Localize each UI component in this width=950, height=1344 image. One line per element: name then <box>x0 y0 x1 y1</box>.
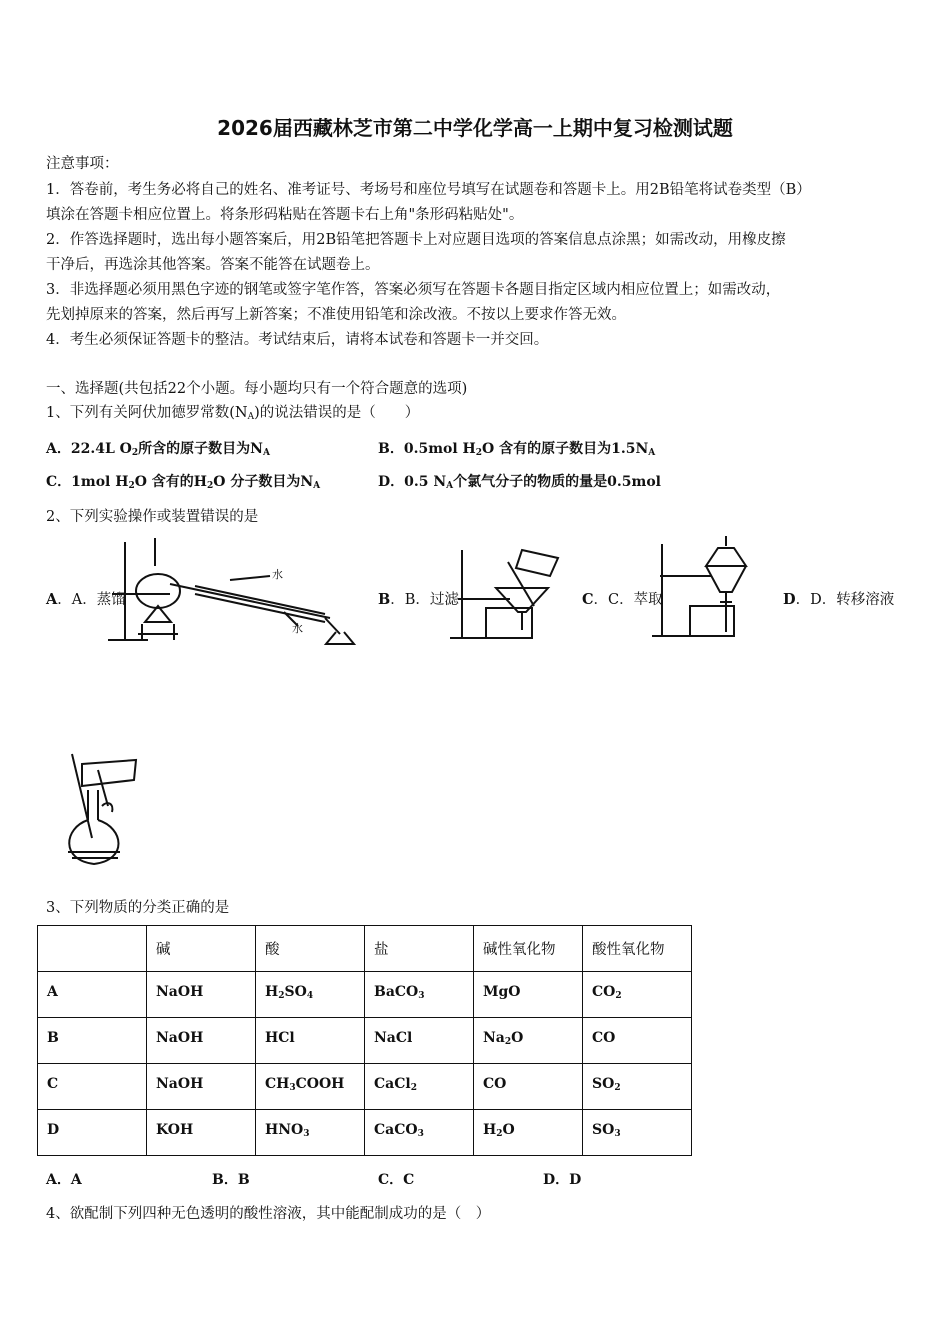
table-cell: $SO_2$ <box>583 1064 692 1110</box>
question-2-stem: 2、下列实验操作或装置错误的是 <box>46 509 259 525</box>
notice-line: 先划掉原来的答案，然后再写上新答案；不准使用铅笔和涂改液。不按以上要求作答无效。 <box>46 307 626 323</box>
table-cell: MgO <box>474 972 583 1018</box>
table-header-cell: 盐 <box>365 926 474 972</box>
q2-option-b[interactable]: B．B．过滤 <box>378 591 459 608</box>
table-cell: HCl <box>256 1018 365 1064</box>
notice-line: 干净后，再选涂其他答案。答案不能答在试题卷上。 <box>46 257 380 273</box>
notice-line: 填涂在答题卡相应位置上。将条形码粘贴在答题卡右上角"条形码粘贴处"。 <box>46 207 524 223</box>
table-header-cell: 酸性氧化物 <box>583 926 692 972</box>
table-cell: CaCO$_3$ <box>365 1110 474 1156</box>
classification-table <box>37 925 692 1156</box>
notice-line: 1．答卷前，考生务必将自己的姓名、准考证号、考场号和座位号填写在试题卷和答题卡上。用2B铅笔将试卷类型（B） <box>46 182 811 198</box>
q1-option-d[interactable]: D．0.5 $N_A$个氯气分子的物质的量是0.5mol <box>378 474 661 491</box>
q1-option-a[interactable]: A．22.4L $O_2$所含的原子数目为$N_A$ <box>46 441 270 458</box>
table-cell: CO <box>583 1018 692 1064</box>
notice-line: 3．非选择题必须用黑色字迹的钢笔或签字笔作答，答案必须写在答题卡各题目指定区域内相应位置上；如需改动， <box>46 282 781 298</box>
q2-option-d[interactable]: D．D．转移溶液 <box>783 591 895 608</box>
table-header-cell: 酸 <box>256 926 365 972</box>
table-cell: NaOH <box>147 1018 256 1064</box>
question-4-stem: 4、欲配制下列四种无色透明的酸性溶液，其中能配制成功的是（ ） <box>46 1206 491 1222</box>
table-row <box>38 1110 692 1156</box>
page-title: 2026届西藏林芝市第二中学化学高一上期中复习检测试题 <box>217 116 733 140</box>
q3-option-d[interactable]: D．D <box>543 1172 582 1188</box>
table-cell: BaCO$_3$ <box>365 972 474 1018</box>
row-label: D <box>38 1110 147 1156</box>
extraction-apparatus-figure <box>650 536 760 644</box>
table-cell: NaCl <box>365 1018 474 1064</box>
q3-option-a[interactable]: A．A <box>46 1172 82 1188</box>
q2-option-a[interactable]: A．A．蒸馏 <box>46 591 126 608</box>
table-cell: $Na_2O$ <box>474 1018 583 1064</box>
table-cell: KOH <box>147 1110 256 1156</box>
q3-option-c[interactable]: C．C <box>378 1172 415 1188</box>
water-out-label: 水 <box>292 622 303 635</box>
water-in-label: 水 <box>272 568 283 581</box>
question-1-stem: 1、下列有关阿伏加德罗常数$(N_A)$的说法错误的是（ ） <box>46 405 420 422</box>
table-cell: CO <box>474 1064 583 1110</box>
table-cell: $CO_2$ <box>583 972 692 1018</box>
table-header-cell: 碱 <box>147 926 256 972</box>
row-label: C <box>38 1064 147 1110</box>
q1-option-b[interactable]: B．0.5mol $H_2O$ 含有的原子数目为$1.5N_A$ <box>378 441 656 458</box>
question-3-stem: 3、下列物质的分类正确的是 <box>46 900 230 916</box>
notice-heading: 注意事项： <box>46 156 119 172</box>
section-heading: 一、选择题(共包括22个小题。每小题均只有一个符合题意的选项) <box>46 381 468 397</box>
row-label: A <box>38 972 147 1018</box>
q3-option-b[interactable]: B．B <box>212 1172 250 1188</box>
table-cell: $SO_3$ <box>583 1110 692 1156</box>
table-header-cell <box>38 926 147 972</box>
table-cell: $H_2O$ <box>474 1110 583 1156</box>
row-label: B <box>38 1018 147 1064</box>
distillation-apparatus-figure <box>100 536 365 656</box>
table-row <box>38 972 692 1018</box>
table-cell: $CH_3COOH$ <box>256 1064 365 1110</box>
table-cell: NaOH <box>147 972 256 1018</box>
table-cell: CaCl$_2$ <box>365 1064 474 1110</box>
table-cell: $H_2SO_4$ <box>256 972 365 1018</box>
q1-option-c[interactable]: C．1mol $H_2O$ 含有的$H_2O$ 分子数目为$N_A$ <box>46 474 321 491</box>
table-header-row <box>38 926 692 972</box>
table-row <box>38 1018 692 1064</box>
q2-option-c[interactable]: C．C．萃取 <box>582 591 663 608</box>
table-row <box>38 1064 692 1110</box>
table-cell: NaOH <box>147 1064 256 1110</box>
notice-line: 4．考生必须保证答题卡的整洁。考试结束后，请将本试卷和答题卡一并交回。 <box>46 332 549 348</box>
table-cell: $HNO_3$ <box>256 1110 365 1156</box>
filtration-apparatus-figure <box>448 542 568 646</box>
table-header-cell: 碱性氧化物 <box>474 926 583 972</box>
solution-transfer-figure <box>58 750 148 872</box>
notice-line: 2．作答选择题时，选出每小题答案后，用2B铅笔把答题卡上对应题目选项的答案信息点涂黑；如需改动，用橡皮擦 <box>46 232 786 248</box>
